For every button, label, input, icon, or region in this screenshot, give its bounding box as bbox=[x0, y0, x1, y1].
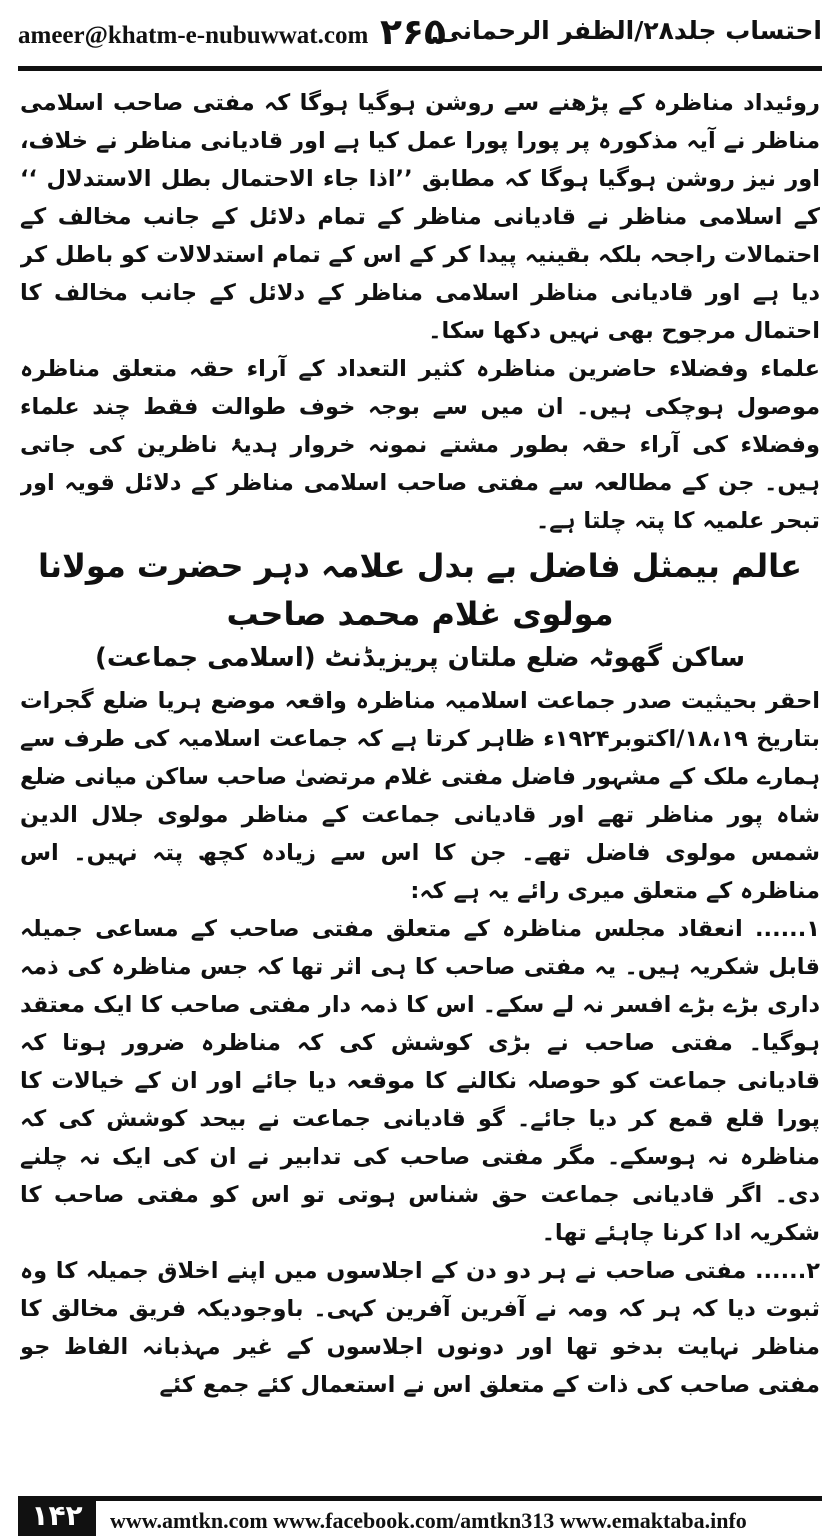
point-text: انعقاد مجلس مناظرہ کے متعلق مفتی صاحب کے مساعی جمیلہ قابل شکریہ ہیں۔ یہ مفتی صاحب کا ہی اثر تھا کہ جس مناظرہ کی ذمہ داری بڑے بڑے افسر نہ لے سکے۔ اس کا ذمہ دار مفتی صاحب کا ایک معتقد ہوگیا۔ مفتی صاحب نے بڑی کوشش کی کہ مناظرہ ضرور ہوتا کہ قادیانی جماعت کو حوصلہ نکالنے کا موقعہ دیا جائے اور ان کے خیالات کا پورا قلع قمع کر دیا جائے۔ گو قادیانی جماعت نے بیحد کوشش کی کہ مناظرہ نہ ہوسکے۔ مگر مفتی صاحب کی تدابیر نے ان کی ایک نہ چلنے دی۔ اگر قادیانی جماعت حق شناس ہوتی تو اس کو مفتی صاحب کا شکریہ ادا کرنا چاہئے تھا۔ bbox=[20, 916, 820, 1246]
header-rule bbox=[18, 66, 822, 71]
header-email: ameer@khatm-e-nubuwwat.com bbox=[18, 22, 369, 49]
header-page-number: ۲۶۵ bbox=[380, 12, 446, 53]
header-title: احتساب جلد۲۸/الظفر الرحمانی bbox=[437, 16, 822, 45]
paragraph: روئیداد مناظرہ کے پڑھنے سے روشن ہوگیا ہوگا کہ مفتی صاحب اسلامی مناظر نے آیہ مذکورہ پر پورا پورا عمل کیا ہے اور قادیانی مناظر نے خلاف، اور نیز روشن ہوگیا ہوگا کہ مطابق ’’اذا جاء الاحتمال بطل الاستدلال ‘‘ کے اسلامی مناظر نے قادیانی مناظر کے تمام دلائل کے جانب مخالف کے احتمالات راجحہ بلکہ بقینیہ پیدا کر کے اس کے تمام استدلالات کو باطل کر دیا ہے اور قادیانی مناظر اسلامی مناظر کے دلائل کے جانب مخالف کا احتمال مرجوح بھی نہیں دکھا سکا۔ bbox=[20, 90, 820, 344]
point-number: ۲...... bbox=[754, 1258, 820, 1284]
section-subheading: ساکن گھوٹہ ضلع ملتان پریزیڈنٹ (اسلامی جماعت) bbox=[94, 643, 746, 673]
footer-page-number: ۱۴۲ bbox=[18, 1496, 96, 1536]
section-heading: عالم بیمثل فاضل بے بدل علامہ دہر حضرت مولانا مولوی غلام محمد صاحب bbox=[38, 547, 802, 633]
page-header bbox=[18, 10, 822, 60]
point-number: ۱...... bbox=[754, 916, 820, 942]
page-footer bbox=[18, 1496, 822, 1536]
footer-links[interactable]: www.amtkn.com www.facebook.com/amtkn313 www.emaktaba.info bbox=[110, 1508, 747, 1533]
paragraph: علماء وفضلاء حاضرین مناظرہ کثیر التعداد کے آراء حقہ متعلق مناظرہ موصول ہوچکی ہیں۔ ان میں سے بوجہ خوف طوالت فقط چند علماء وفضلاء کی آراء حقہ بطور مشتے نمونہ خروار ہدیۂ ناظرین کی جاتی ہیں۔ جن کے مطالعہ سے مفتی صاحب اسلامی مناظر کے دلائل قویہ اور تبحر علمیہ کا پتہ چلتا ہے۔ bbox=[20, 356, 820, 534]
page-body bbox=[20, 84, 820, 1484]
point-item bbox=[20, 910, 820, 1252]
point-text: مفتی صاحب نے ہر دو دن کے اجلاسوں میں اپنے اخلاق جمیلہ کا وہ ثبوت دیا کہ ہر کہ ومہ نے آفرین آفرین کہی۔ باوجودیکہ فریق مخالق کا مناظر نہایت بدخو تھا اور دونوں اجلاسوں کے غیر مہذبانہ الفاظ جو مفتی صاحب کی ذات کے متعلق اس نے استعمال کئے جمع کئے bbox=[20, 1258, 820, 1398]
point-item bbox=[20, 1252, 820, 1404]
footer-rule bbox=[96, 1496, 822, 1501]
statement-paragraph: احقر بحیثیت صدر جماعت اسلامیہ مناظرہ واقعہ موضع ہریا ضلع گجرات بتاریخ ۱۸،۱۹/اکتوبر۱۹۲۴ء ظاہر کرتا ہے کہ جماعت اسلامیہ کی طرف سے ہمارے ملک کے مشہور فاضل مفتی غلام مرتضیٰ صاحب ساکن میانی ضلع شاہ پور مناظر تھے اور قادیانی جماعت کے مناظر مولوی جلال الدین شمس مولوی فاضل تھے۔ جن کا اس سے زیادہ کچھ پتہ نہیں۔ اس مناظرہ کے متعلق میری رائے یہ ہے کہ: bbox=[20, 688, 820, 904]
